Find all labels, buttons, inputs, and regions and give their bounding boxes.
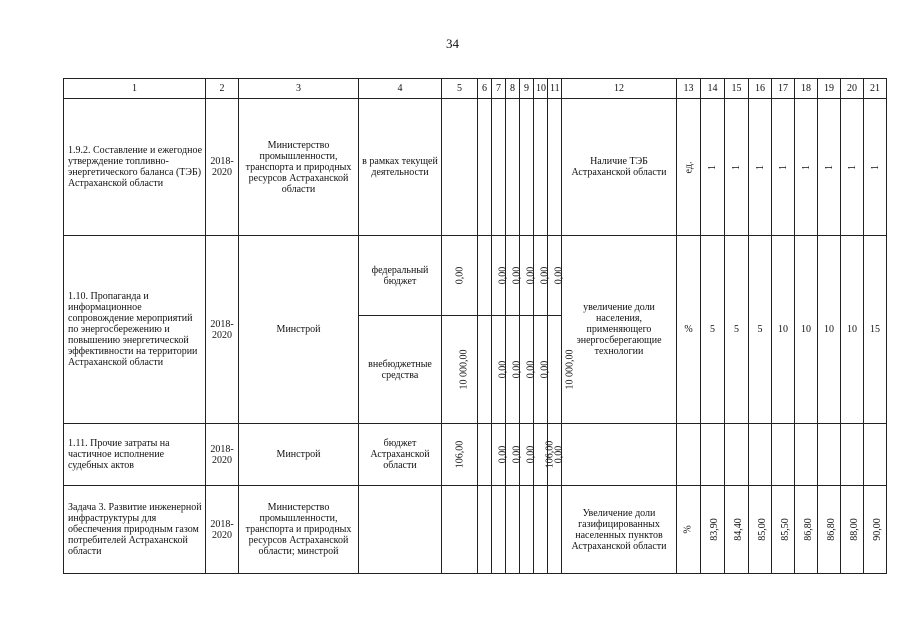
finance-value: 0,00: [511, 360, 523, 379]
indicator-value: 1: [846, 164, 858, 170]
measure-name: 1.10. Пропаганда и информационное сопровождение мероприятий по энергосбережению и повышению энергетической эффективности на территории Астраханской области: [64, 236, 206, 424]
indicator-value: 10: [818, 236, 841, 424]
col-header: 13: [677, 79, 701, 99]
col-header: 2: [206, 79, 239, 99]
finance-value: 10 000,00: [458, 349, 470, 390]
funding-source: в рамках текущей деятельности: [359, 99, 442, 236]
page-number: 34: [446, 36, 459, 51]
finance-value: 0,00: [553, 266, 565, 285]
executor: Минстрой: [239, 236, 359, 424]
indicator-value: 90,00: [871, 518, 883, 541]
indicator-value: 88,00: [848, 518, 860, 541]
col-header: 6: [478, 79, 492, 99]
table-row: [64, 236, 887, 316]
finance-value: 0,00: [497, 266, 509, 285]
finance-value: 0,00: [539, 360, 551, 379]
measure-name: 1.9.2. Составление и ежегодное утверждение топливно-энергетического баланса (ТЭБ) Астраханской области: [64, 99, 206, 236]
indicator-value: 5: [749, 236, 772, 424]
executor: Минстрой: [239, 424, 359, 486]
finance-value: 10 000,00: [564, 349, 576, 390]
table-row: [64, 99, 887, 236]
col-header: 5: [442, 79, 478, 99]
executor: Министерство промышленности, транспорта и природных ресурсов Астраханской области; минстрой: [239, 486, 359, 574]
finance-value: 0,00: [525, 445, 537, 464]
period: 2018-2020: [206, 236, 239, 424]
col-header: 16: [749, 79, 772, 99]
finance-value: 0,00: [525, 360, 537, 379]
col-header: 7: [492, 79, 506, 99]
col-header: 8: [506, 79, 520, 99]
finance-value: 0,00: [454, 266, 465, 285]
indicator-value: 10: [841, 236, 864, 424]
unit: ед.: [683, 161, 694, 173]
indicator-value: 1: [823, 164, 835, 170]
col-header: 10: [534, 79, 548, 99]
period: 2018-2020: [206, 99, 239, 236]
col-header: 18: [795, 79, 818, 99]
col-header: 17: [772, 79, 795, 99]
indicator: Наличие ТЭБ Астраханской области: [562, 99, 677, 236]
finance-value: 0,00: [553, 445, 565, 464]
finance-value: 0,00: [525, 266, 537, 285]
funding-source: федеральный бюджет: [359, 236, 442, 316]
indicator-value: 85,00: [756, 518, 768, 541]
col-header: 12: [562, 79, 677, 99]
program-table: [63, 78, 887, 574]
col-header: 21: [864, 79, 887, 99]
finance-value: 0,00: [539, 266, 551, 285]
funding-source: внебюджетные средства: [359, 316, 442, 424]
table-row: [64, 424, 887, 486]
indicator-value: 1: [869, 164, 881, 170]
indicator-value: 86,80: [802, 518, 814, 541]
indicator: увеличение доли населения, применяющего энергосберегающие технологии: [562, 236, 677, 424]
indicator-value: 5: [725, 236, 749, 424]
indicator-value: 85,50: [779, 518, 791, 541]
col-header: 14: [701, 79, 725, 99]
finance-value: 0,00: [511, 266, 523, 285]
executor: Министерство промышленности, транспорта и природных ресурсов Астраханской области: [239, 99, 359, 236]
funding-source: бюджет Астраханской области: [359, 424, 442, 486]
indicator-value: 83,90: [708, 518, 720, 541]
col-header: 15: [725, 79, 749, 99]
finance-value: 0,00: [497, 445, 509, 464]
period: 2018-2020: [206, 486, 239, 574]
finance-value: 0,00: [497, 360, 509, 379]
measure-name: Задача 3. Развитие инженерной инфраструктуры для обеспечения природным газом потребителей Астраханской области: [64, 486, 206, 574]
measure-name: 1.11. Прочие затраты на частичное исполнение судебных актов: [64, 424, 206, 486]
col-header: 20: [841, 79, 864, 99]
indicator-value: 1: [777, 164, 789, 170]
col-header: 9: [520, 79, 534, 99]
col-header: 4: [359, 79, 442, 99]
col-header: 11: [548, 79, 562, 99]
indicator: Увеличение доли газифицированных населенных пунктов Астраханской области: [562, 486, 677, 574]
finance-value: 106,00: [544, 440, 556, 469]
col-header: 3: [239, 79, 359, 99]
period: 2018-2020: [206, 424, 239, 486]
indicator-value: 1: [731, 164, 742, 170]
unit: %: [677, 236, 701, 424]
indicator-value: 84,40: [732, 518, 744, 541]
col-header: 19: [818, 79, 841, 99]
header-row: [64, 79, 887, 99]
table-row: [64, 486, 887, 574]
indicator-value: 15: [864, 236, 887, 424]
indicator-value: 1: [754, 164, 766, 170]
finance-value: 106,00: [454, 440, 465, 469]
unit: %: [683, 525, 694, 534]
indicator-value: 10: [772, 236, 795, 424]
indicator-value: 1: [707, 164, 718, 170]
indicator-value: 10: [795, 236, 818, 424]
indicator-value: 5: [701, 236, 725, 424]
indicator-value: 86,80: [825, 518, 837, 541]
col-header: 1: [64, 79, 206, 99]
finance-value: 0,00: [511, 445, 523, 464]
indicator-value: 1: [800, 164, 812, 170]
